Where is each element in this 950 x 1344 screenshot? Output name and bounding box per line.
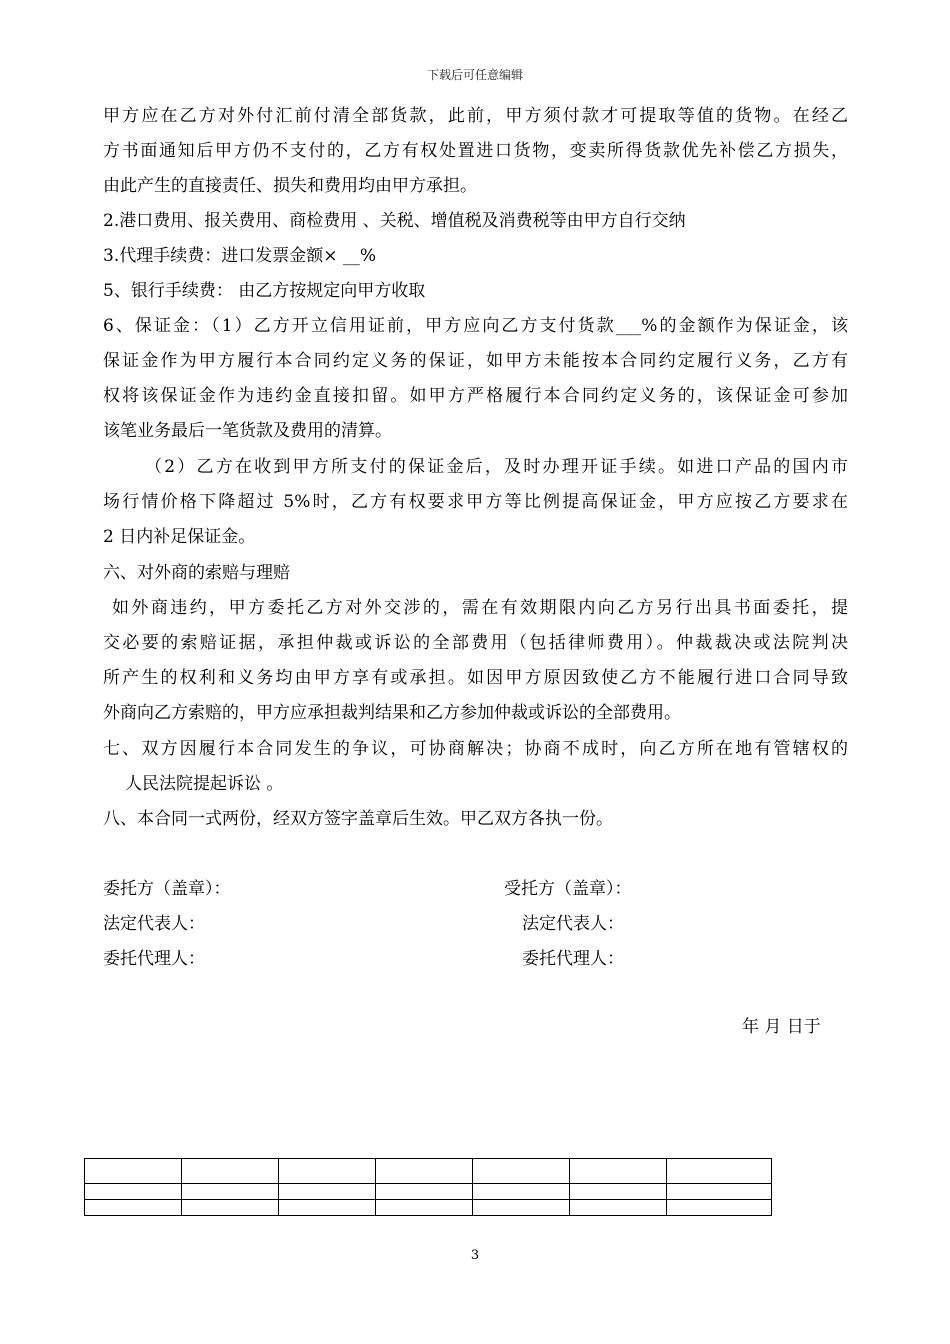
paragraph-line: 外商向乙方索赔的，甲方应承担裁判结果和乙方参加仲裁或诉讼的全部费用。	[103, 703, 681, 723]
page-number: 3	[470, 1248, 480, 1263]
paragraph-line: 七、双方因履行本合同发生的争议，可协商解决；协商不成时，向乙方所在地有管辖权的	[103, 739, 848, 759]
client-agent-label: 委托代理人：	[103, 949, 205, 969]
paragraph-line: 权将该保证金作为违约金直接扣留。如甲方严格履行本合同约定义务的，该保证金可参加	[103, 386, 848, 406]
table-cell	[279, 1159, 376, 1184]
table-cell	[85, 1159, 182, 1184]
paragraph-line: 方书面通知后甲方仍不支付的，乙方有权处置进口货物，变卖所得货款优先补偿乙方损失，	[103, 141, 848, 161]
paragraph-line: 人民法院提起诉讼 。	[125, 774, 284, 794]
paragraph-line: 由此产生的直接责任、损失和费用均由甲方承担。	[103, 176, 477, 196]
paragraph-line: 2 日内补足保证金。	[103, 527, 256, 547]
paragraph-line: 如外商违约，甲方委托乙方对外交涉的，需在有效期限内向乙方另行出具书面委托，提	[112, 598, 848, 618]
paragraph-line: （2）乙方在收到甲方所支付的保证金后，及时办理开证手续。如进口产品的国内市	[145, 457, 848, 477]
paragraph-line: 该笔业务最后一笔货款及费用的清算。	[103, 421, 392, 441]
table-cell	[473, 1200, 570, 1216]
table-cell	[667, 1184, 772, 1200]
table-cell	[279, 1184, 376, 1200]
paragraph-line: 5、银行手续费： 由乙方按规定向甲方收取	[103, 281, 426, 301]
empty-table	[84, 1158, 772, 1216]
section-heading: 六、对外商的索赔与理赔	[103, 563, 290, 583]
table-cell	[473, 1184, 570, 1200]
table-cell	[85, 1184, 182, 1200]
paragraph-line: 八、本合同一式两份，经双方签字盖章后生效。甲乙双方各执一份。	[103, 809, 613, 829]
client-rep-label: 法定代表人：	[103, 914, 205, 934]
table-cell	[182, 1159, 279, 1184]
table-cell	[570, 1159, 667, 1184]
paragraph-line: 3.代理手续费：进口发票金额× __%	[103, 246, 377, 266]
paragraph-line: 2.港口费用、报关费用、商检费用 、关税、增值税及消费税等由甲方自行交纳	[103, 211, 686, 231]
table-cell	[182, 1200, 279, 1216]
date-line: 年 月 日于	[742, 1017, 821, 1037]
table-cell	[376, 1184, 473, 1200]
table-cell	[376, 1200, 473, 1216]
table-cell	[182, 1184, 279, 1200]
paragraph-line: 6、保证金：（1）乙方开立信用证前，甲方应向乙方支付货款___%的金额作为保证金，该	[103, 316, 848, 336]
agent-rep-label: 法定代表人：	[522, 914, 624, 934]
table-cell	[376, 1159, 473, 1184]
paragraph-line: 交必要的索赔证据，承担仲裁或诉讼的全部费用（包括律师费用）。仲裁裁决或法院判决	[103, 633, 848, 653]
table-cell	[667, 1159, 772, 1184]
client-party-label: 委托方（盖章）：	[103, 879, 231, 899]
paragraph-line: 保证金作为甲方履行本合同约定义务的保证，如甲方未能按本合同约定履行义务，乙方有	[103, 351, 848, 371]
table-cell	[667, 1200, 772, 1216]
table-cell	[85, 1200, 182, 1216]
table-cell	[473, 1159, 570, 1184]
agent-party-label: 受托方（盖章）：	[504, 879, 632, 899]
paragraph-line: 甲方应在乙方对外付汇前付清全部货款，此前，甲方须付款才可提取等值的货物。在经乙	[103, 106, 848, 126]
table-cell	[279, 1200, 376, 1216]
agent-agent-label: 委托代理人：	[522, 949, 624, 969]
table-row	[85, 1200, 772, 1216]
table-cell	[570, 1200, 667, 1216]
table-cell	[570, 1184, 667, 1200]
page-header: 下载后可任意编辑	[426, 68, 523, 82]
table-row	[85, 1159, 772, 1184]
table-row	[85, 1184, 772, 1200]
paragraph-line: 所产生的权利和义务均由甲方享有或承担。如因甲方原因致使乙方不能履行进口合同导致	[103, 668, 848, 688]
paragraph-line: 场行情价格下降超过 5%时，乙方有权要求甲方等比例提高保证金，甲方应按乙方要求在	[103, 492, 848, 512]
